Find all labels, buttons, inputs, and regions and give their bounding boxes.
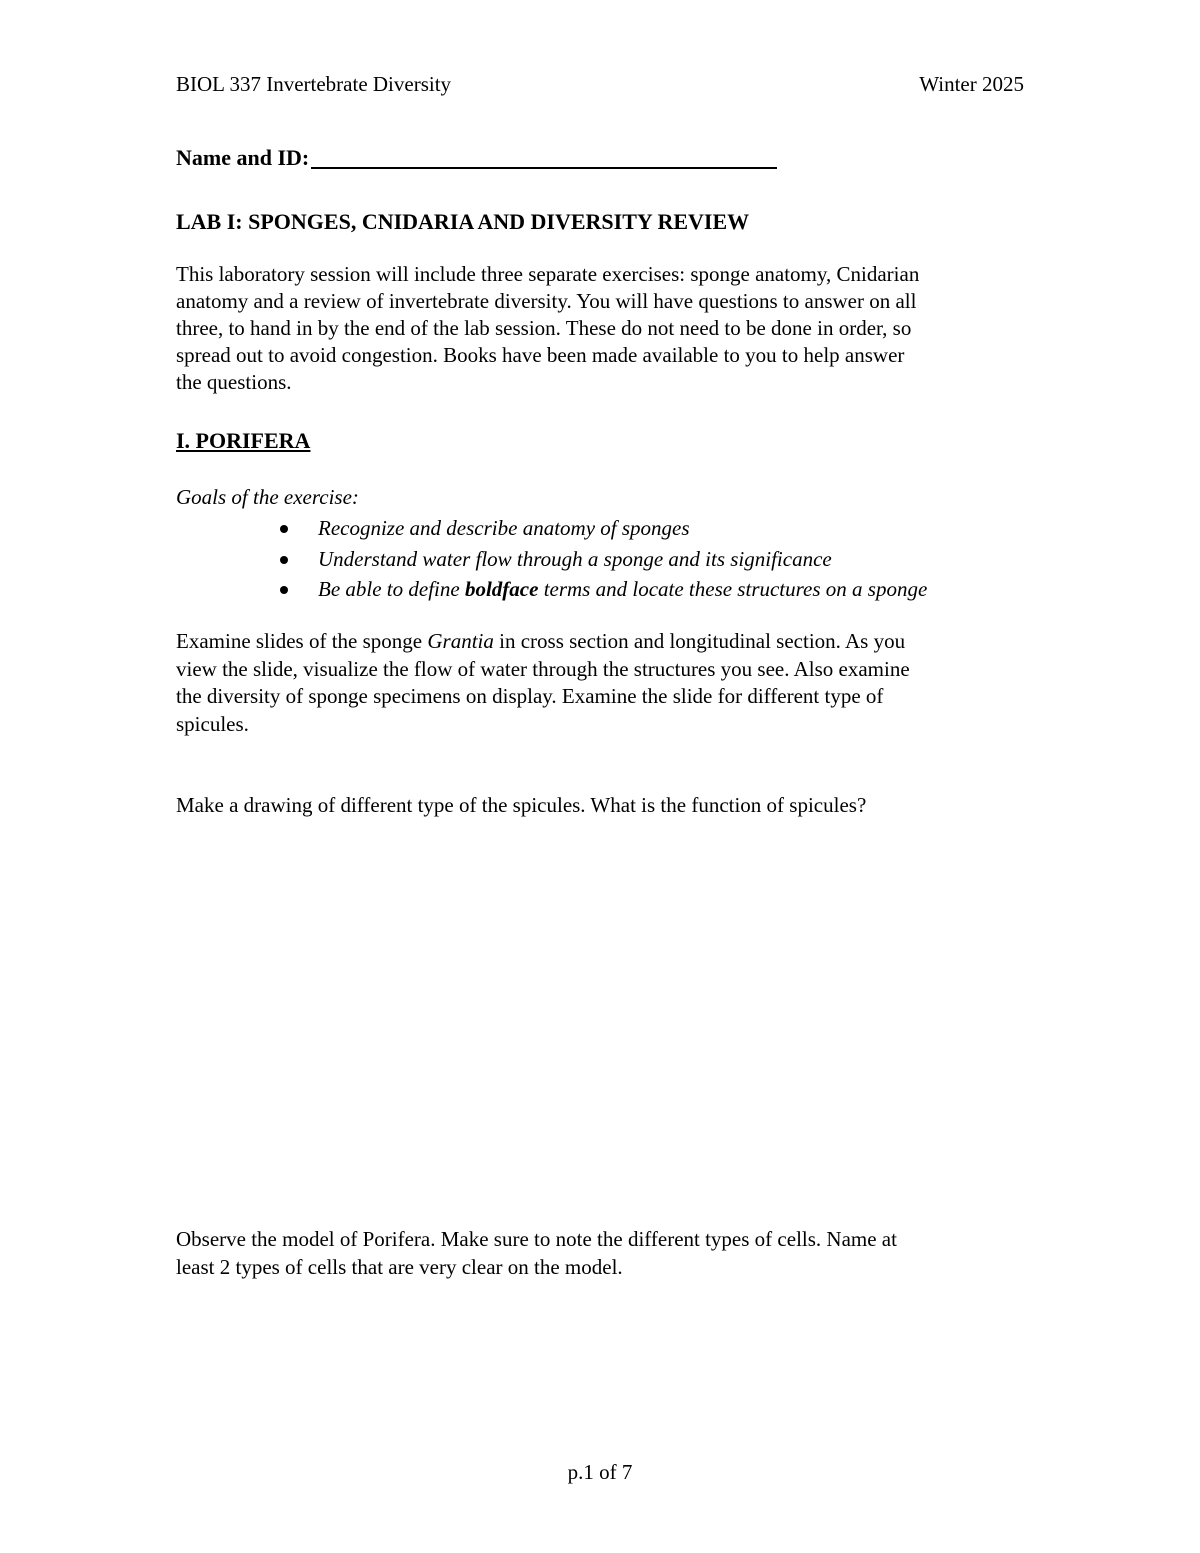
course-header: BIOL 337 Invertebrate Diversity: [176, 72, 452, 96]
bullet-icon: [280, 525, 288, 533]
goal-text-before: Be able to define: [318, 577, 465, 601]
name-id-label: Name and ID:: [176, 145, 310, 170]
examine-text: in cross section and longitudinal section. As you: [493, 629, 906, 653]
page-number: p.1 of 7: [567, 1460, 633, 1484]
intro-line: This laboratory session will include three separate exercises: sponge anatomy, Cnidarian: [176, 262, 920, 286]
bullet-icon: [280, 556, 288, 564]
examine-text: Examine slides of the sponge: [176, 629, 428, 653]
model-question-line: Observe the model of Porifera. Make sure to note the different types of cells. Name at: [176, 1227, 897, 1251]
goals-label: [176, 483, 359, 511]
list-item: [280, 513, 927, 544]
goal-text: Understand water flow through a sponge and its significance: [318, 546, 832, 571]
bullet-icon: [280, 586, 288, 594]
goal-text: Recognize and describe anatomy of sponges: [318, 516, 690, 540]
goals-label-colon: :: [351, 485, 359, 509]
goal-bold-term: boldface: [464, 577, 539, 601]
examine-text: spicules.: [176, 711, 249, 736]
examine-paragraph: [176, 628, 1026, 738]
intro-line: the questions.: [176, 370, 292, 394]
examine-text: view the slide, visualize the flow of water through the structures you see. Also examine: [176, 656, 910, 681]
lab-title: LAB I: SPONGES, CNIDARIA AND DIVERSITY REVIEW: [176, 209, 750, 234]
intro-line: three, to hand in by the end of the lab session. These do not need to be done in order, so: [176, 316, 912, 340]
goals-label-text: Goals of the exercise: [176, 485, 352, 509]
section-heading-porifera: I. PORIFERA: [176, 428, 311, 453]
list-item: [280, 574, 927, 605]
goal-text-after: terms and locate these structures on a sponge: [538, 577, 928, 601]
term-header: Winter 2025: [919, 72, 1024, 96]
name-id-blank-line: [311, 167, 777, 169]
species-name: Grantia: [427, 629, 494, 653]
model-question: [176, 1225, 1026, 1281]
model-question-line: least 2 types of cells that are very clear on the model.: [176, 1255, 623, 1279]
intro-line: spread out to avoid congestion. Books have been made available to you to help answer: [176, 343, 905, 367]
intro-line: anatomy and a review of invertebrate diversity. You will have questions to answer on all: [176, 289, 917, 313]
examine-text: the diversity of sponge specimens on display. Examine the slide for different type of: [176, 684, 884, 708]
list-item: [280, 544, 927, 575]
goals-list: [280, 513, 927, 605]
intro-paragraph: [176, 261, 1026, 396]
name-id-field: [176, 143, 777, 173]
drawing-question: Make a drawing of different type of the spicules. What is the function of spicules?: [176, 793, 867, 817]
